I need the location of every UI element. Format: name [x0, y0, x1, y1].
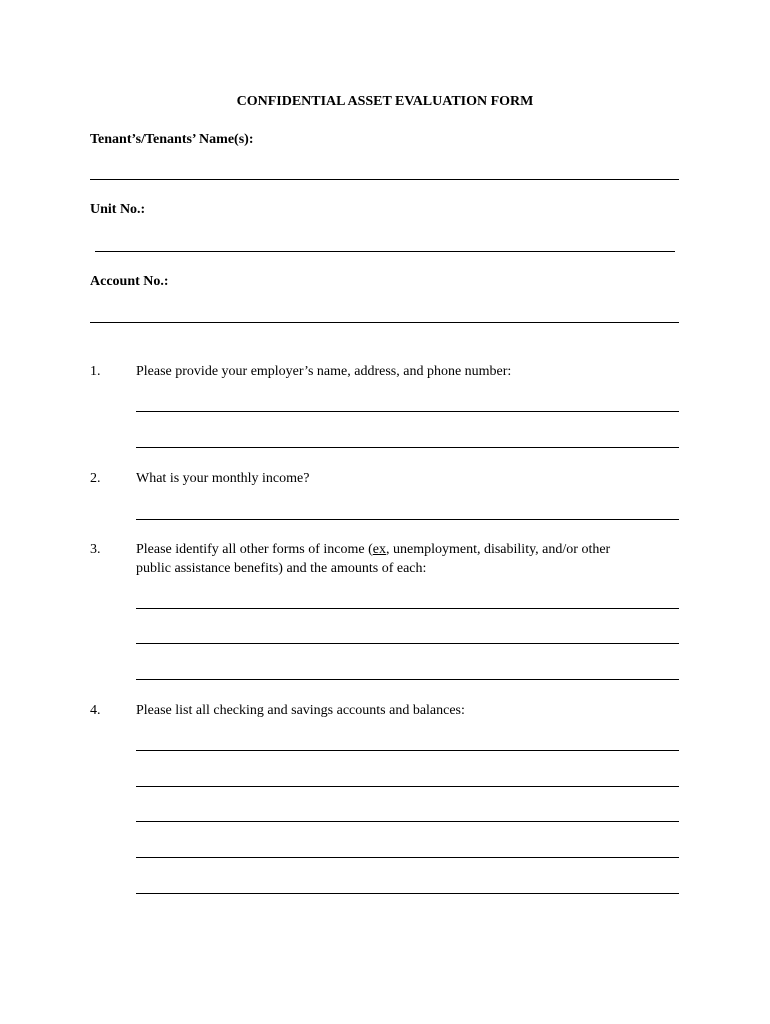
question-3-text	[136, 540, 676, 578]
question-4-number: 4.	[90, 703, 101, 718]
answer-4-line-2[interactable]	[136, 786, 679, 787]
account-no-label: Account No.:	[90, 274, 169, 289]
answer-1-line-2[interactable]	[136, 447, 679, 448]
answer-3-line-1[interactable]	[136, 608, 679, 609]
answer-4-line-3[interactable]	[136, 821, 679, 822]
answer-2-line-1[interactable]	[136, 519, 679, 520]
form-title: CONFIDENTIAL ASSET EVALUATION FORM	[236, 94, 534, 109]
answer-4-line-4[interactable]	[136, 857, 679, 858]
tenant-name-field[interactable]	[90, 179, 679, 180]
answer-3-line-2[interactable]	[136, 643, 679, 644]
question-3-text-before: Please identify all other forms of income (	[136, 542, 373, 557]
question-3-text-line2: public assistance benefits) and the amounts of each:	[136, 561, 427, 576]
answer-1-line-1[interactable]	[136, 411, 679, 412]
answer-4-line-5[interactable]	[136, 893, 679, 894]
account-no-field[interactable]	[90, 322, 679, 323]
question-2-number: 2.	[90, 471, 101, 486]
question-3-text-after: , unemployment, disability, and/or other	[385, 542, 611, 557]
answer-4-line-1[interactable]	[136, 750, 679, 751]
unit-no-label: Unit No.:	[90, 202, 146, 217]
answer-3-line-3[interactable]	[136, 679, 679, 680]
question-3-example: ex	[372, 542, 386, 557]
question-4-text: Please list all checking and savings accounts and balances:	[136, 703, 465, 718]
question-3-number: 3.	[90, 542, 101, 557]
question-1-text: Please provide your employer’s name, address, and phone number:	[136, 364, 512, 379]
question-1-number: 1.	[90, 364, 101, 379]
question-2-text: What is your monthly income?	[136, 471, 310, 486]
unit-no-field[interactable]	[95, 251, 675, 252]
tenant-name-label: Tenant’s/Tenants’ Name(s):	[90, 132, 254, 147]
